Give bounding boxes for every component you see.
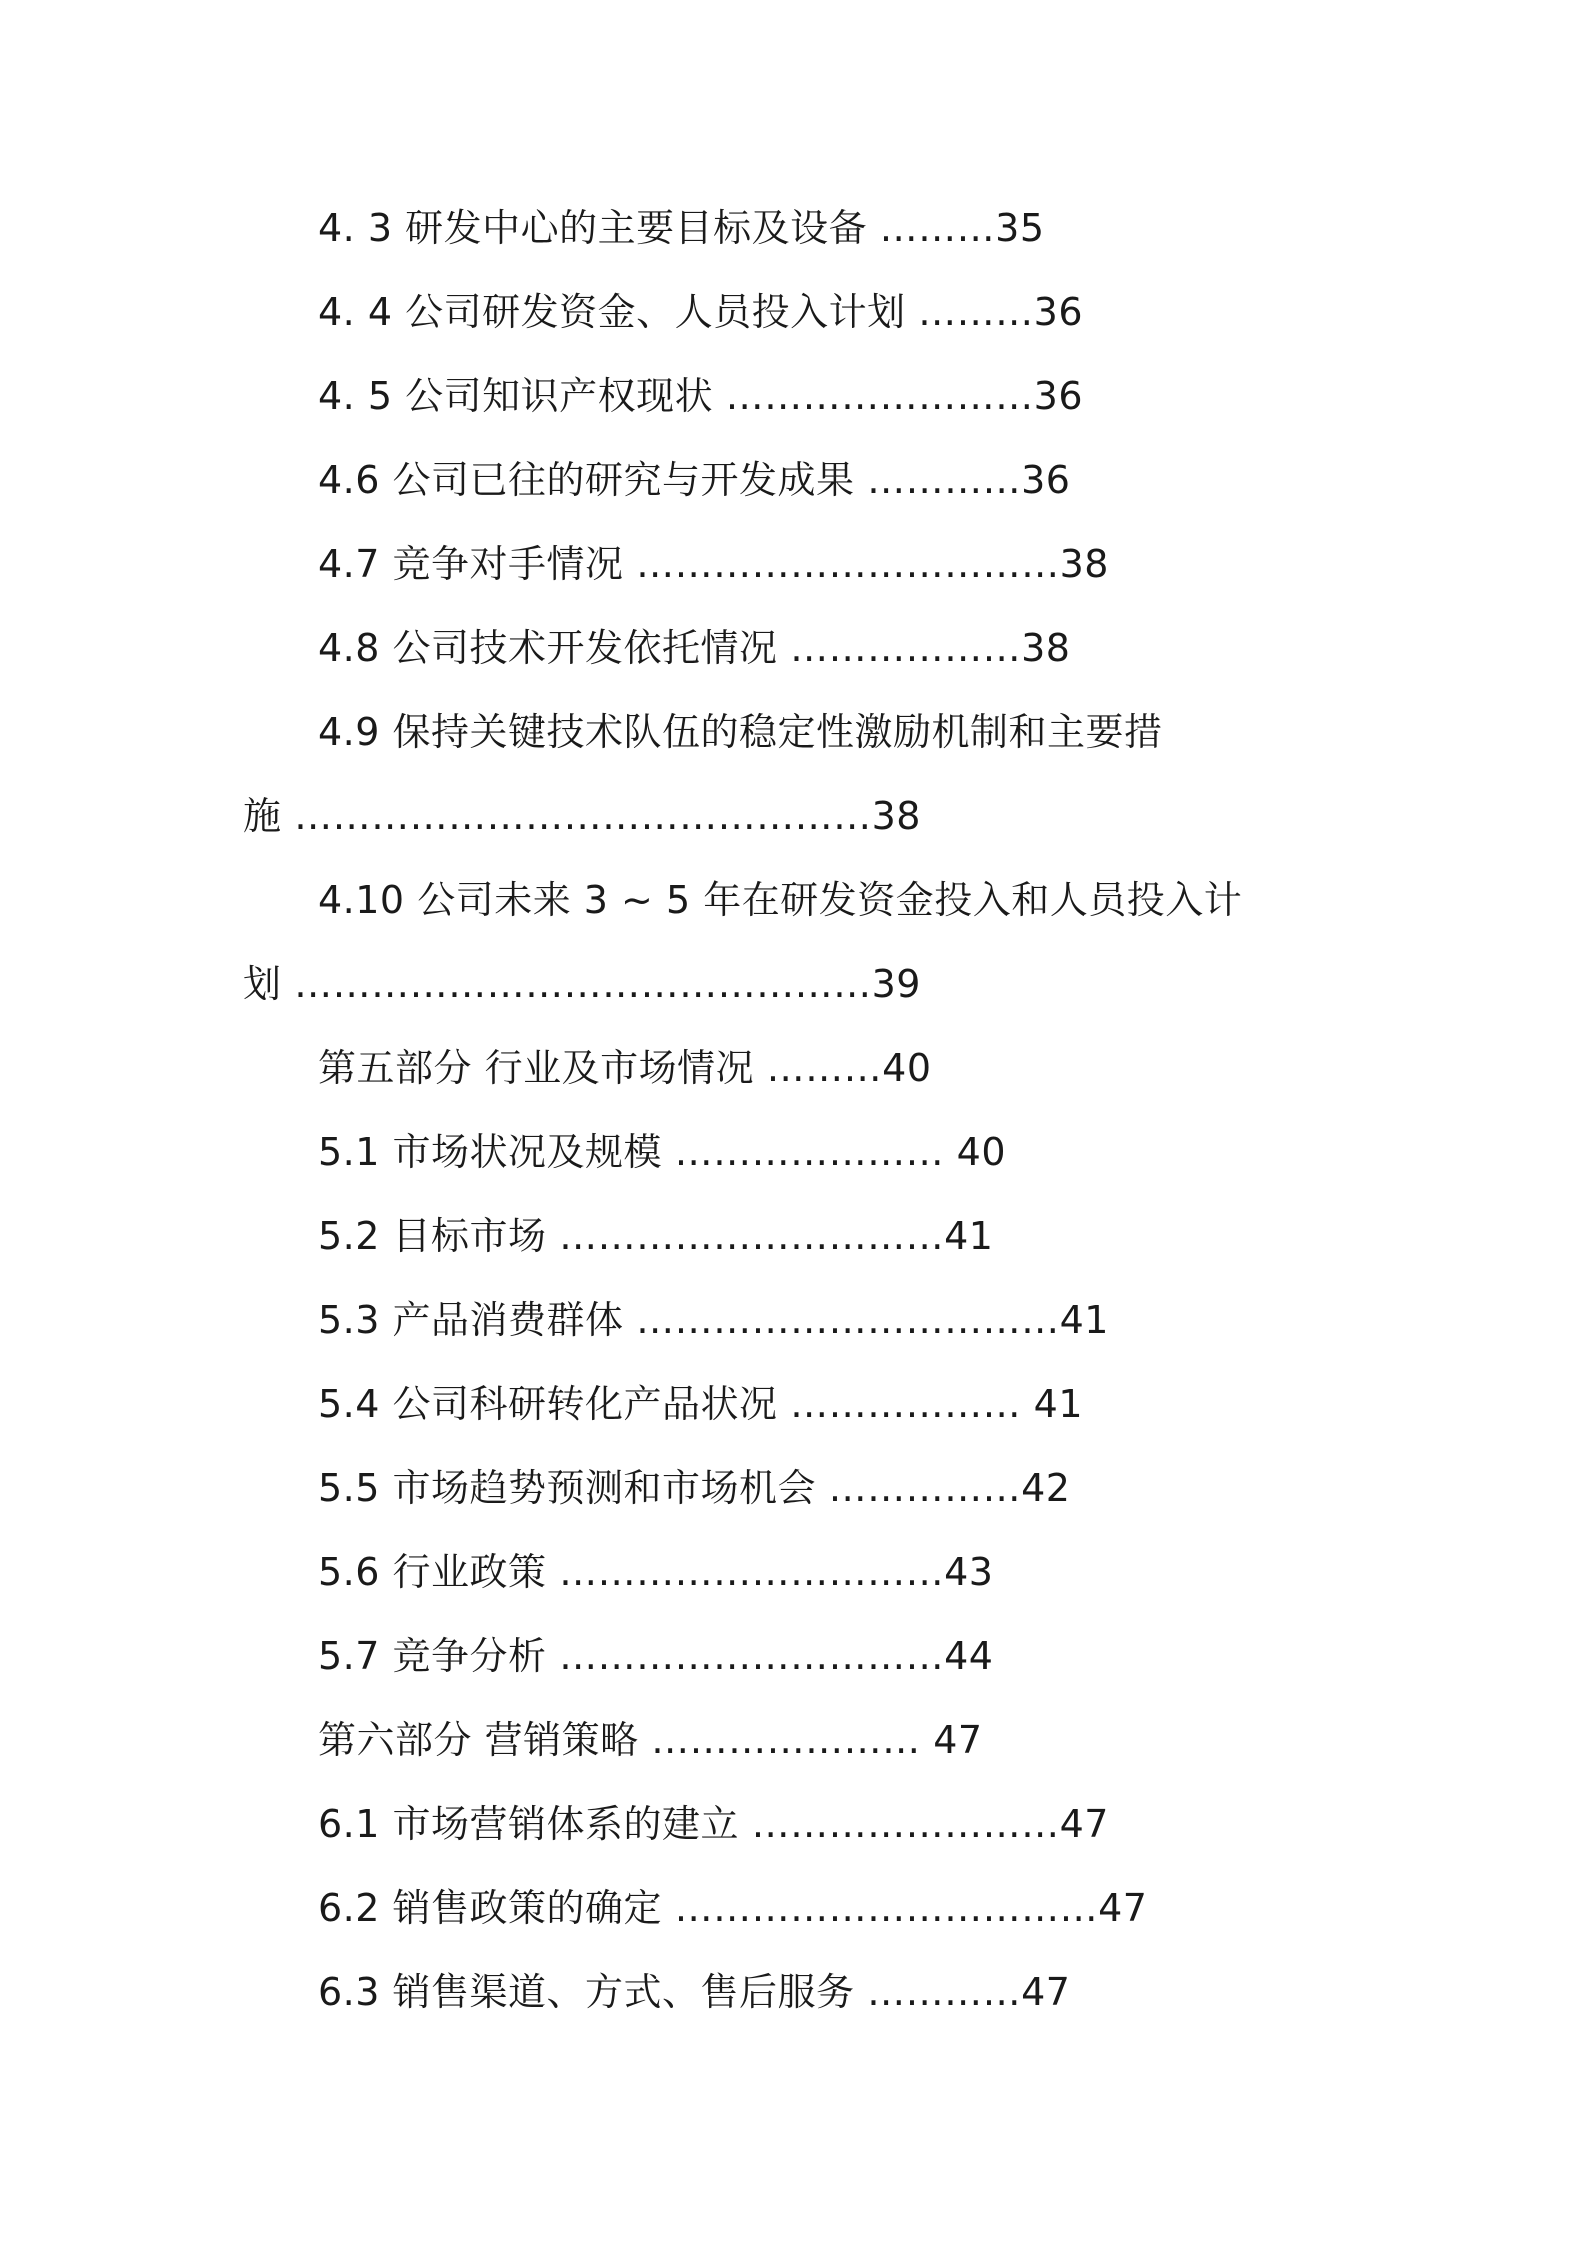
toc-entry-6-1: 6.1 市场营销体系的建立 ……………………47 xyxy=(318,1802,1109,1846)
toc-entry-6-2: 6.2 销售政策的确定 ……………………………47 xyxy=(318,1886,1148,1930)
toc-entry-4-6: 4.6 公司已往的研究与开发成果 …………36 xyxy=(318,458,1071,502)
toc-entry-4-10: 4.10 公司未来 3 ~ 5 年在研发资金投入和人员投入计 xyxy=(318,878,1243,922)
toc-entry-4-7: 4.7 竞争对手情况 ……………………………38 xyxy=(318,542,1109,586)
toc-entry-4-3: 4. 3 研发中心的主要目标及设备 ………35 xyxy=(318,206,1045,250)
toc-entry-5-6: 5.6 行业政策 …………………………43 xyxy=(318,1550,994,1594)
toc-entry-5-3: 5.3 产品消费群体 ……………………………41 xyxy=(318,1298,1109,1342)
toc-entry-part-6: 第六部分 营销策略 ………………… 47 xyxy=(318,1718,983,1762)
toc-entry-5-2: 5.2 目标市场 …………………………41 xyxy=(318,1214,994,1258)
toc-entry-5-1: 5.1 市场状况及规模 ………………… 40 xyxy=(318,1130,1007,1174)
toc-entry-4-5: 4. 5 公司知识产权现状 ……………………36 xyxy=(318,374,1084,418)
toc-entry-4-4: 4. 4 公司研发资金、人员投入计划 ………36 xyxy=(318,290,1084,334)
toc-entry-5-5: 5.5 市场趋势预测和市场机会 ……………42 xyxy=(318,1466,1071,1510)
toc-entry-4-8: 4.8 公司技术开发依托情况 ………………38 xyxy=(318,626,1071,670)
toc-entry-5-7: 5.7 竞争分析 …………………………44 xyxy=(318,1634,994,1678)
toc-entry-part-5: 第五部分 行业及市场情况 ………40 xyxy=(318,1046,932,1090)
toc-entry-4-9-continued: 施 ………………………………………38 xyxy=(243,794,921,838)
toc-entry-4-9: 4.9 保持关键技术队伍的稳定性激励机制和主要措 xyxy=(318,710,1163,754)
toc-entry-5-4: 5.4 公司科研转化产品状况 ……………… 41 xyxy=(318,1382,1084,1426)
toc-entry-6-3: 6.3 销售渠道、方式、售后服务 …………47 xyxy=(318,1970,1071,2014)
toc-entry-4-10-continued: 划 ………………………………………39 xyxy=(243,962,921,1006)
